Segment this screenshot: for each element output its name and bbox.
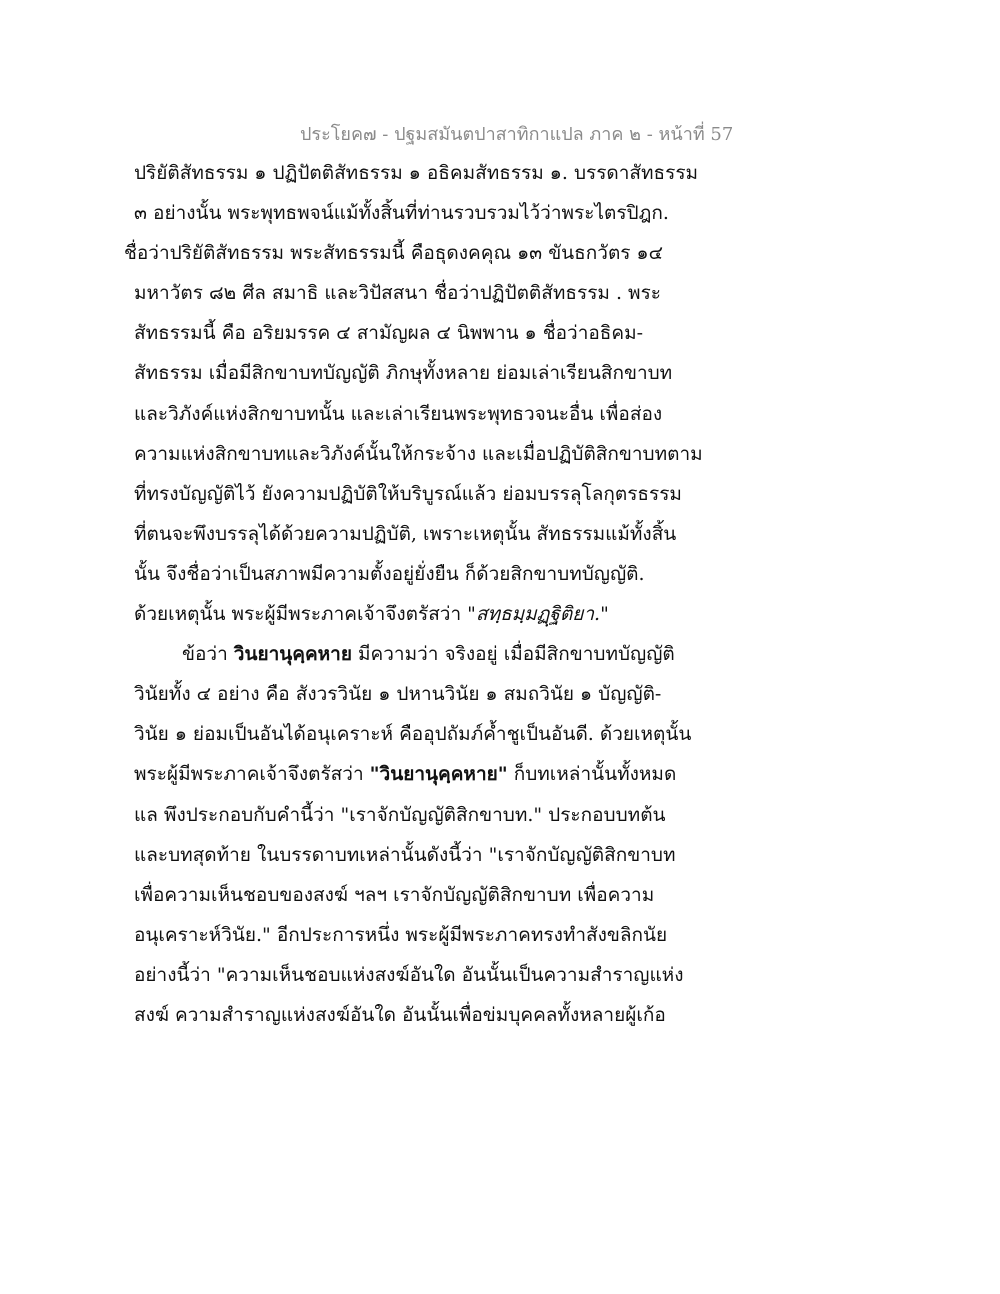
text-line [134, 754, 734, 794]
text-segment: ข้อว่า [182, 643, 234, 666]
text-line: เพื่อความเห็นชอบของสงฆ์ ฯลฯ เราจักบัญญัติสิกขาบท เพื่อความ [134, 883, 655, 906]
text-line: แล พึงประกอบกับคำนี้ว่า "เราจักบัญญัติสิกขาบท." ประกอบบทต้น [134, 803, 666, 826]
text-line: สัทธรรม เมื่อมีสิกขาบทบัญญัติ ภิกษุทั้งหลาย ย่อมเล่าเรียนสิกขาบท [134, 362, 673, 385]
text-line: ที่ตนจะพึงบรรลุได้ด้วยความปฏิบัติ, เพราะเหตุนั้น สัทธรรมแม้ทั้งสิ้น [134, 522, 677, 545]
pali-term: วินยานุคฺคหาย [233, 643, 352, 666]
text-line: นั้น จึงชื่อว่าเป็นสภาพมีความตั้งอยู่ยั่งยืน ก็ด้วยสิกขาบทบัญญัติ. [134, 562, 645, 585]
text-line: สงฆ์ ความสำราญแห่งสงฆ์อันใด อันนั้นเพื่อข่มบุคคลทั้งหลายผู้เก้อ [134, 1003, 666, 1026]
text-line: ชื่อว่าปริยัติสัทธรรม พระสัทธรรมนี้ คือธุดงคคุณ ๑๓ ขันธกวัตร ๑๔ [124, 242, 663, 265]
text-line: วินัยทั้ง ๔ อย่าง คือ สังวรวินัย ๑ ปหานวินัย ๑ สมถวินัย ๑ บัญญัติ- [134, 683, 662, 706]
text-line: วินัย ๑ ย่อมเป็นอันได้อนุเคราะห์ คืออุปถัมภ์ค้ำชูเป็นอันดี. ด้วยเหตุนั้น [134, 723, 692, 746]
text-line: อนุเคราะห์วินัย." อีกประการหนึ่ง พระผู้มีพระภาคทรงทำสังขลิกนัย [134, 923, 668, 946]
text-segment: ด้วยเหตุนั้น พระผู้มีพระภาคเจ้าจึงตรัสว่า [134, 603, 468, 626]
text-line: และบทสุดท้าย ในบรรดาบทเหล่านั้นดังนี้ว่า "เราจักบัญญัติสิกขาบท [134, 843, 676, 866]
body-text [124, 153, 734, 1035]
text-line: ๓ อย่างนั้น พระพุทธพจน์แม้ทั้งสิ้นที่ท่านรวบรวมไว้ว่าพระไตรปิฎก. [134, 202, 669, 225]
text-line: สัทธรรมนี้ คือ อริยมรรค ๔ สามัญผล ๔ นิพพาน ๑ ชื่อว่าอธิคม- [134, 322, 644, 345]
text-segment: มีความว่า จริงอยู่ เมื่อมีสิกขาบทบัญญัติ [351, 643, 675, 666]
text-segment: พระผู้มีพระภาคเจ้าจึงตรัสว่า [134, 763, 370, 786]
text-line: อย่างนี้ว่า "ความเห็นชอบแห่งสงฆ์อันใด อันนั้นเป็นความสำราญแห่ง [134, 963, 684, 986]
text-line: ปริยัติสัทธรรม ๑ ปฏิปัตติสัทธรรม ๑ อธิคมสัทธรรม ๑. บรรดาสัทธรรม [134, 162, 699, 184]
text-line: มหาวัตร ๘๒ ศีล สมาธิ และวิปัสสนา ชื่อว่าปฏิปัตติสัทธรรม . พระ [134, 282, 661, 305]
pali-term: "วินยานุคฺคหาย" [369, 763, 508, 786]
text-line: และวิภังค์แห่งสิกขาบทนั้น และเล่าเรียนพระพุทธวจนะอื่น เพื่อส่อง [134, 402, 663, 425]
pali-quote: "สทฺธมฺมฏฺฐิติยา." [467, 603, 609, 626]
text-line [134, 594, 734, 634]
text-line: ความแห่งสิกขาบทและวิภังค์นั้นให้กระจ้าง และเมื่อปฏิบัติสิกขาบทตาม [134, 442, 703, 465]
paragraph-start-line [134, 634, 734, 674]
text-line: ที่ทรงบัญญัติไว้ ยังความปฏิบัติให้บริบูรณ์แล้ว ย่อมบรรลุโลกุตรธรรม [134, 482, 682, 505]
text-segment: ก็บทเหล่านั้นทั้งหมด [507, 763, 677, 786]
page-header: ประโยค๗ - ปฐมสมันตปาสาทิกาแปล ภาค ๒ - หน้าที่ 57 [300, 124, 734, 145]
